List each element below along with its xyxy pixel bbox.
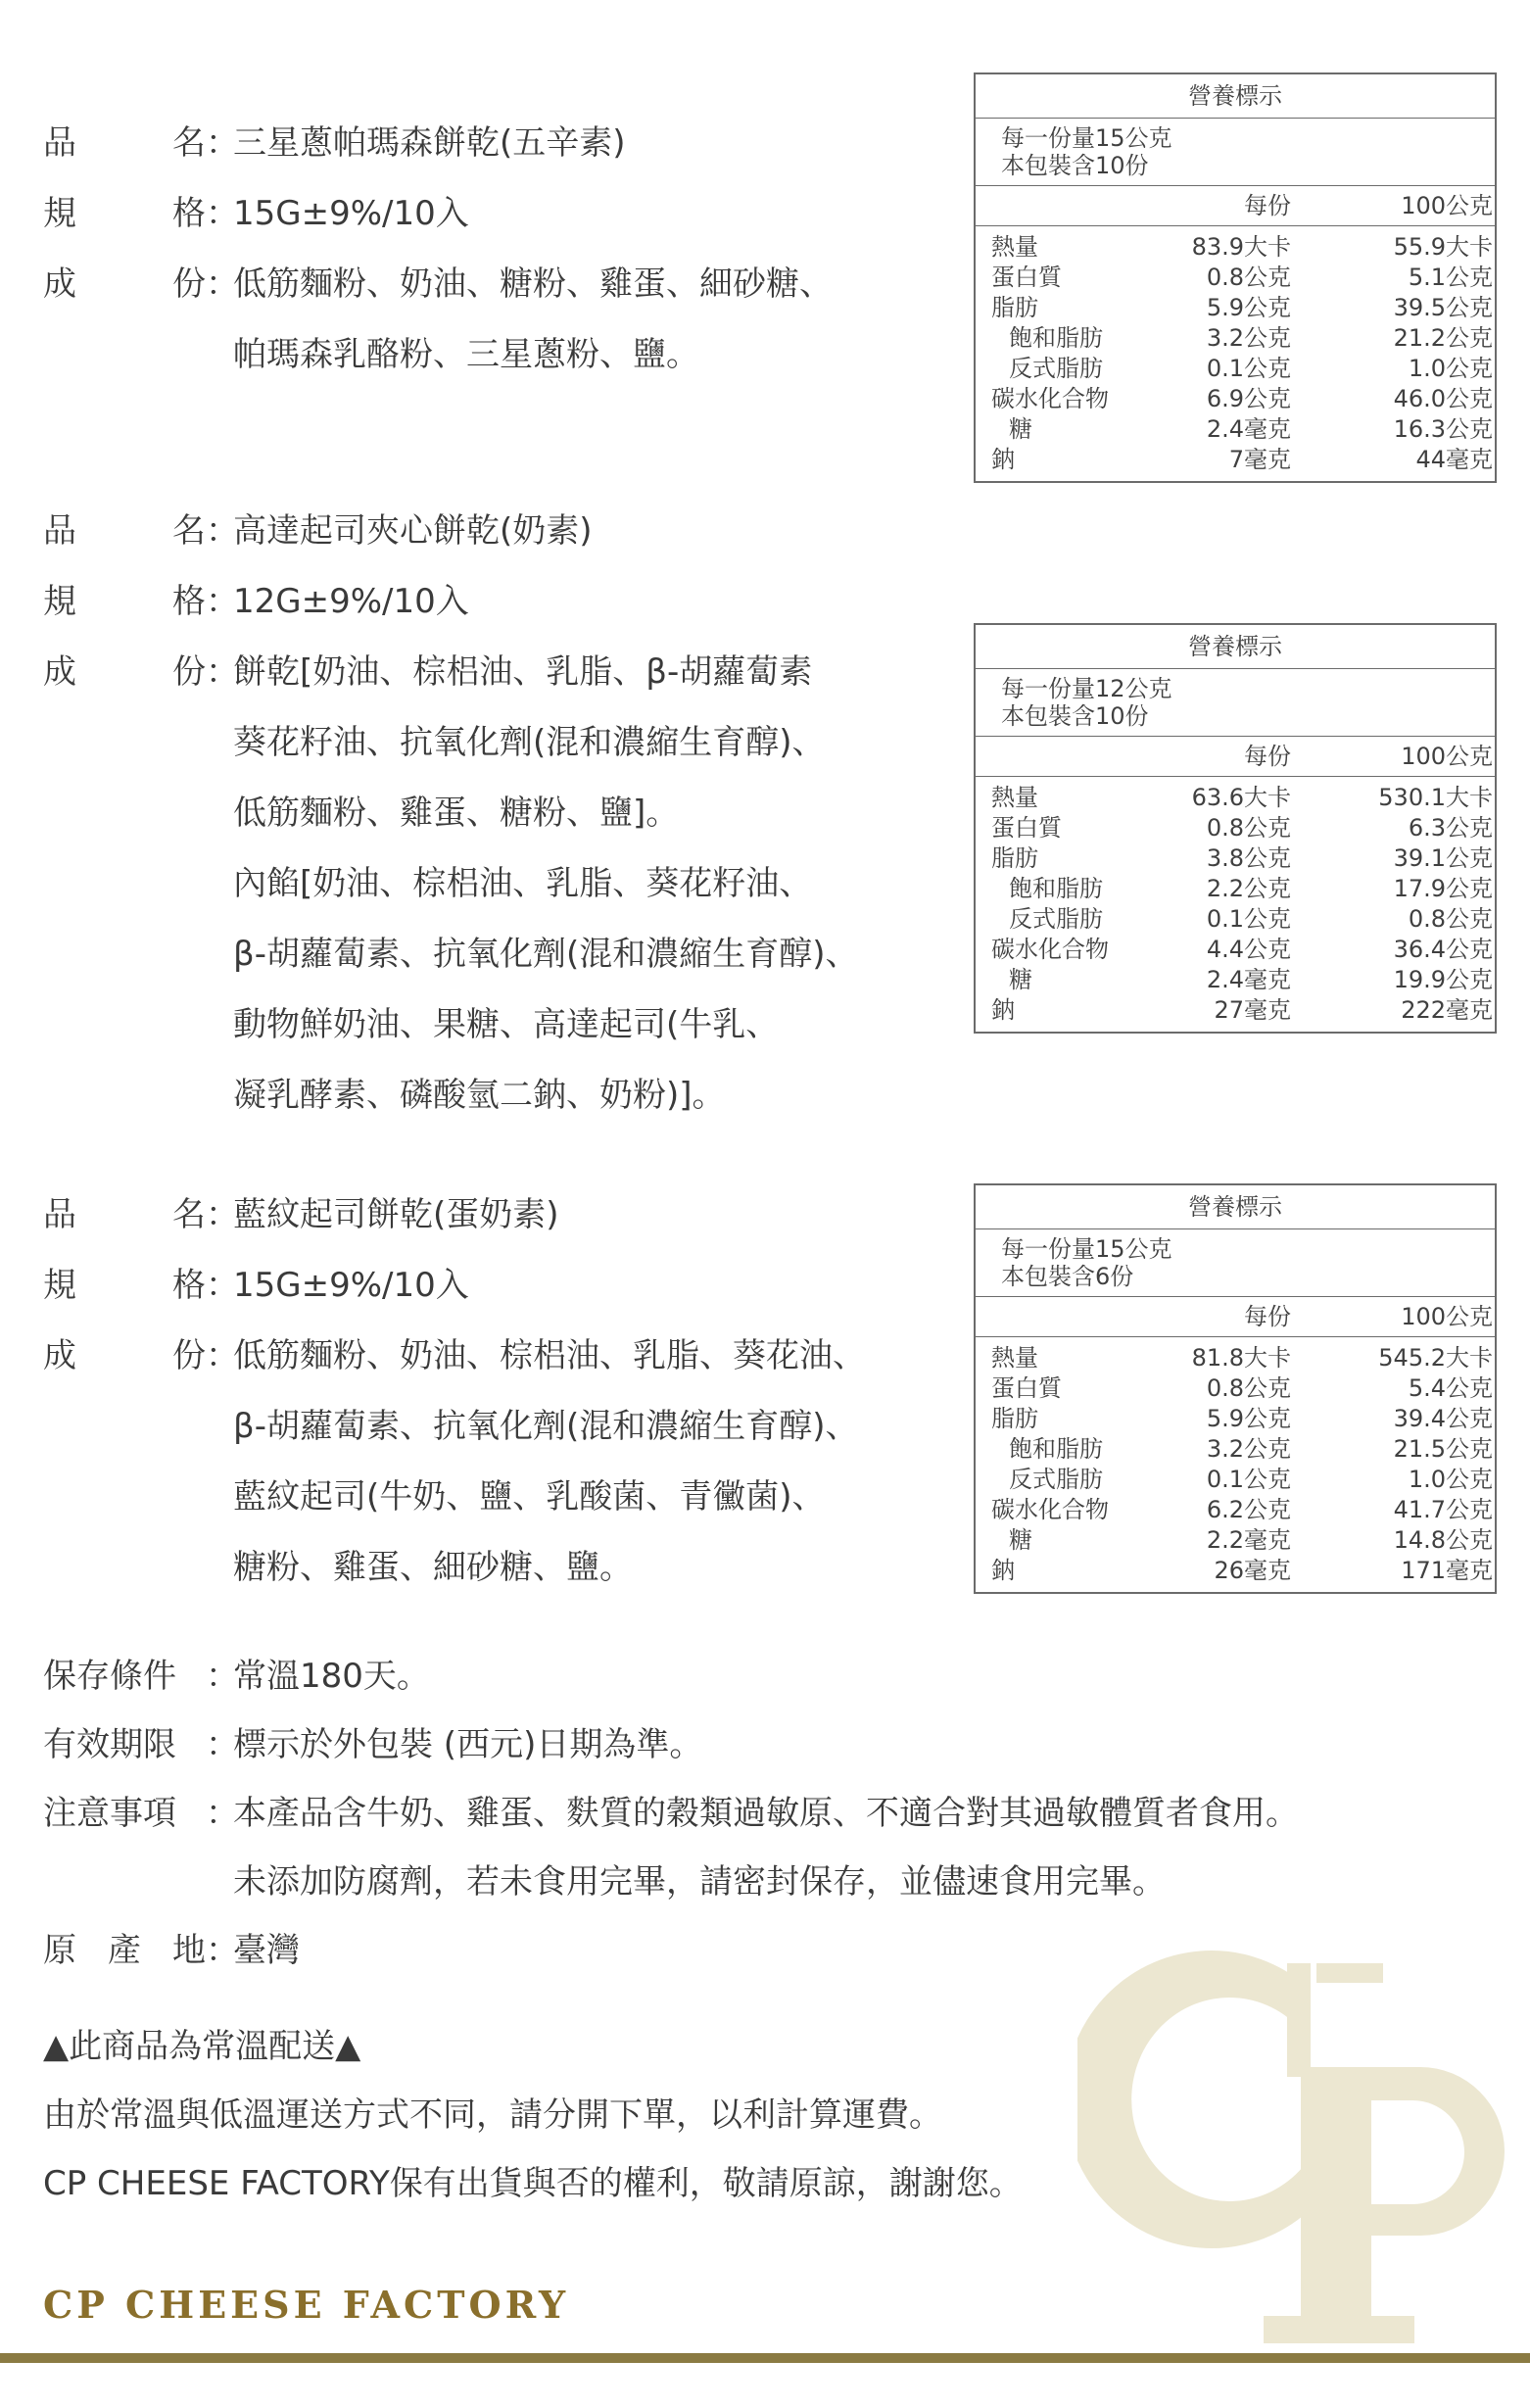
nutrition-row: 脂肪 5.9公克 39.5公克 bbox=[991, 294, 1493, 321]
nutrition-serving: 每一份量15公克 本包裝含6份 bbox=[976, 1229, 1495, 1297]
nutrition-title: 營養標示 bbox=[976, 625, 1495, 669]
origin-value: 臺灣 bbox=[233, 1931, 300, 1970]
product-spec-row: 規 格 ： 15G±9%/10入 bbox=[43, 178, 925, 249]
nutrition-row: 反式脂肪 0.1公克 0.8公克 bbox=[1009, 905, 1493, 933]
notice-heading: ▲此商品為常溫配送▲ bbox=[43, 2027, 361, 2066]
product-ingredients-row: 成 份 ： 低筋麵粉、奶油、棕梠油、乳脂、葵花油、 β-胡蘿蔔素、抗氧化劑(混和濃縮生育醇)、 藍紋起司(牛奶、鹽、乳酸菌、青黴菌)、 糖粉、雞蛋、細砂糖、鹽。 bbox=[43, 1321, 925, 1603]
product-ingredients: 低筋麵粉、奶油、糖粉、雞蛋、細砂糖、 帕瑪森乳酪粉、三星蔥粉、鹽。 bbox=[233, 265, 833, 374]
notice-line-1: 由於常溫與低溫運送方式不同，請分開下單，以利計算運費。 bbox=[43, 2095, 942, 2135]
expiry-value: 標示於外包裝 (西元)日期為準。 bbox=[233, 1725, 703, 1764]
product-ingredients-row: 成 份 ： 低筋麵粉、奶油、糖粉、雞蛋、細砂糖、 帕瑪森乳酪粉、三星蔥粉、鹽。 bbox=[43, 249, 925, 390]
nutrition-row: 飽和脂肪 2.2公克 17.9公克 bbox=[1009, 875, 1493, 902]
nutrition-row: 糖 2.4毫克 16.3公克 bbox=[1009, 415, 1493, 443]
nutrition-title: 營養標示 bbox=[976, 74, 1495, 119]
product-ingredients: 餅乾[奶油、棕梠油、乳脂、β-胡蘿蔔素 葵花籽油、抗氧化劑(混和濃縮生育醇)、 低筋麵粉、雞蛋、糖粉、鹽]。 內餡[奶油、棕梠油、乳脂、葵花籽油、 β-胡蘿蔔素、抗氧化劑(混和濃縮生育醇)、 動物鮮奶油、果糖、高達起司(牛乳、 凝乳酵素、磷酸氫二鈉、奶粉)]。 bbox=[233, 652, 859, 1115]
notes-value: 本產品含牛奶、雞蛋、麩質的穀類過敏原、不適合對其過敏體質者食用。 未添加防腐劑，若未食用完畢，請密封保存，並儘速食用完畢。 bbox=[233, 1794, 1299, 1902]
storage-row: 保存條件 ： 常溫180天。 bbox=[43, 1642, 1463, 1710]
product-name-row: 品 名 ： 三星蔥帕瑪森餅乾(五辛素) bbox=[43, 108, 925, 178]
product-spec: 12G±9%/10入 bbox=[233, 582, 469, 621]
product-spec: 15G±9%/10入 bbox=[233, 194, 469, 233]
nutrition-header: 每份 100公克 bbox=[976, 186, 1495, 226]
nutrition-serving: 每一份量15公克 本包裝含10份 bbox=[976, 119, 1495, 186]
logo-text: CP bbox=[1077, 1940, 1079, 1941]
nutrition-row: 碳水化合物 6.9公克 46.0公克 bbox=[991, 385, 1493, 412]
origin-row: 原 產 地 ： 臺灣 bbox=[43, 1916, 1463, 1985]
nutrition-row: 鈉 27毫克 222毫克 bbox=[991, 996, 1493, 1024]
nutrition-table-2 bbox=[974, 623, 1497, 1034]
bottom-rule bbox=[0, 2353, 1530, 2363]
nutrition-row: 熱量 81.8大卡 545.2大卡 bbox=[991, 1344, 1493, 1372]
product-2 bbox=[43, 496, 925, 1131]
nutrition-row: 飽和脂肪 3.2公克 21.5公克 bbox=[1009, 1435, 1493, 1463]
product-ingredients-row: 成 份 ： 餅乾[奶油、棕梠油、乳脂、β-胡蘿蔔素 葵花籽油、抗氧化劑(混和濃縮生育醇)、 低筋麵粉、雞蛋、糖粉、鹽]。 內餡[奶油、棕梠油、乳脂、葵花籽油、 β-胡蘿蔔素、抗氧化劑(混和濃縮生育醇)、 動物鮮奶油、果糖、高達起司(牛乳、 凝乳酵素、磷酸氫二鈉、奶粉)]。 bbox=[43, 637, 925, 1131]
nutrition-row: 反式脂肪 0.1公克 1.0公克 bbox=[1009, 355, 1493, 382]
nutrition-header: 每份 100公克 bbox=[976, 737, 1495, 777]
product-name-row: 品 名 ： 高達起司夾心餅乾(奶素) bbox=[43, 496, 925, 566]
nutrition-table-3 bbox=[974, 1183, 1497, 1594]
nutrition-row: 鈉 7毫克 44毫克 bbox=[991, 446, 1493, 473]
nutrition-row: 糖 2.4毫克 19.9公克 bbox=[1009, 966, 1493, 993]
product-spec: 15G±9%/10入 bbox=[233, 1266, 469, 1305]
nutrition-header: 每份 100公克 bbox=[976, 1297, 1495, 1337]
nutrition-row: 蛋白質 0.8公克 5.4公克 bbox=[991, 1374, 1493, 1402]
nutrition-table-1 bbox=[974, 72, 1497, 483]
nutrition-title: 營養標示 bbox=[976, 1185, 1495, 1229]
nutrition-row: 熱量 83.9大卡 55.9大卡 bbox=[991, 233, 1493, 261]
nutrition-row: 脂肪 5.9公克 39.4公克 bbox=[991, 1405, 1493, 1432]
product-3 bbox=[43, 1180, 925, 1603]
nutrition-row: 鈉 26毫克 171毫克 bbox=[991, 1557, 1493, 1584]
storage-value: 常溫180天。 bbox=[233, 1657, 430, 1696]
nutrition-row: 糖 2.2毫克 14.8公克 bbox=[1009, 1526, 1493, 1554]
expiry-row: 有效期限 ： 標示於外包裝 (西元)日期為準。 bbox=[43, 1710, 1463, 1779]
cp-logo bbox=[1077, 1940, 1528, 2356]
product-spec-row: 規 格 ： 15G±9%/10入 bbox=[43, 1250, 925, 1321]
product-1 bbox=[43, 108, 925, 390]
nutrition-row: 碳水化合物 6.2公克 41.7公克 bbox=[991, 1496, 1493, 1523]
product-name: 高達起司夾心餅乾(奶素) bbox=[233, 511, 593, 551]
shipping-notice bbox=[43, 2012, 1023, 2218]
nutrition-row: 飽和脂肪 3.2公克 21.2公克 bbox=[1009, 324, 1493, 352]
notes-row: 注意事項 ： 本產品含牛奶、雞蛋、麩質的穀類過敏原、不適合對其過敏體質者食用。 未添加防腐劑，若未食用完畢，請密封保存，並儘速食用完畢。 bbox=[43, 1779, 1463, 1916]
nutrition-row: 反式脂肪 0.1公克 1.0公克 bbox=[1009, 1466, 1493, 1493]
brand-name: CP CHEESE FACTORY bbox=[43, 2283, 570, 2327]
product-name: 三星蔥帕瑪森餅乾(五辛素) bbox=[233, 123, 626, 163]
nutrition-serving: 每一份量12公克 本包裝含10份 bbox=[976, 669, 1495, 737]
product-ingredients: 低筋麵粉、奶油、棕梠油、乳脂、葵花油、 β-胡蘿蔔素、抗氧化劑(混和濃縮生育醇)、 藍紋起司(牛奶、鹽、乳酸菌、青黴菌)、 糖粉、雞蛋、細砂糖、鹽。 bbox=[233, 1336, 866, 1587]
product-name: 藍紋起司餅乾(蛋奶素) bbox=[233, 1195, 559, 1234]
product-spec-row: 規 格 ： 12G±9%/10入 bbox=[43, 566, 925, 637]
product-name-row: 品 名 ： 藍紋起司餅乾(蛋奶素) bbox=[43, 1180, 925, 1250]
product-info bbox=[43, 1642, 1463, 1985]
nutrition-row: 蛋白質 0.8公克 6.3公克 bbox=[991, 814, 1493, 842]
nutrition-row: 碳水化合物 4.4公克 36.4公克 bbox=[991, 936, 1493, 963]
nutrition-row: 熱量 63.6大卡 530.1大卡 bbox=[991, 784, 1493, 811]
notice-line-2: CP CHEESE FACTORY保有出貨與否的權利，敬請原諒，謝謝您。 bbox=[43, 2164, 1023, 2203]
nutrition-row: 蛋白質 0.8公克 5.1公克 bbox=[991, 264, 1493, 291]
nutrition-row: 脂肪 3.8公克 39.1公克 bbox=[991, 844, 1493, 872]
